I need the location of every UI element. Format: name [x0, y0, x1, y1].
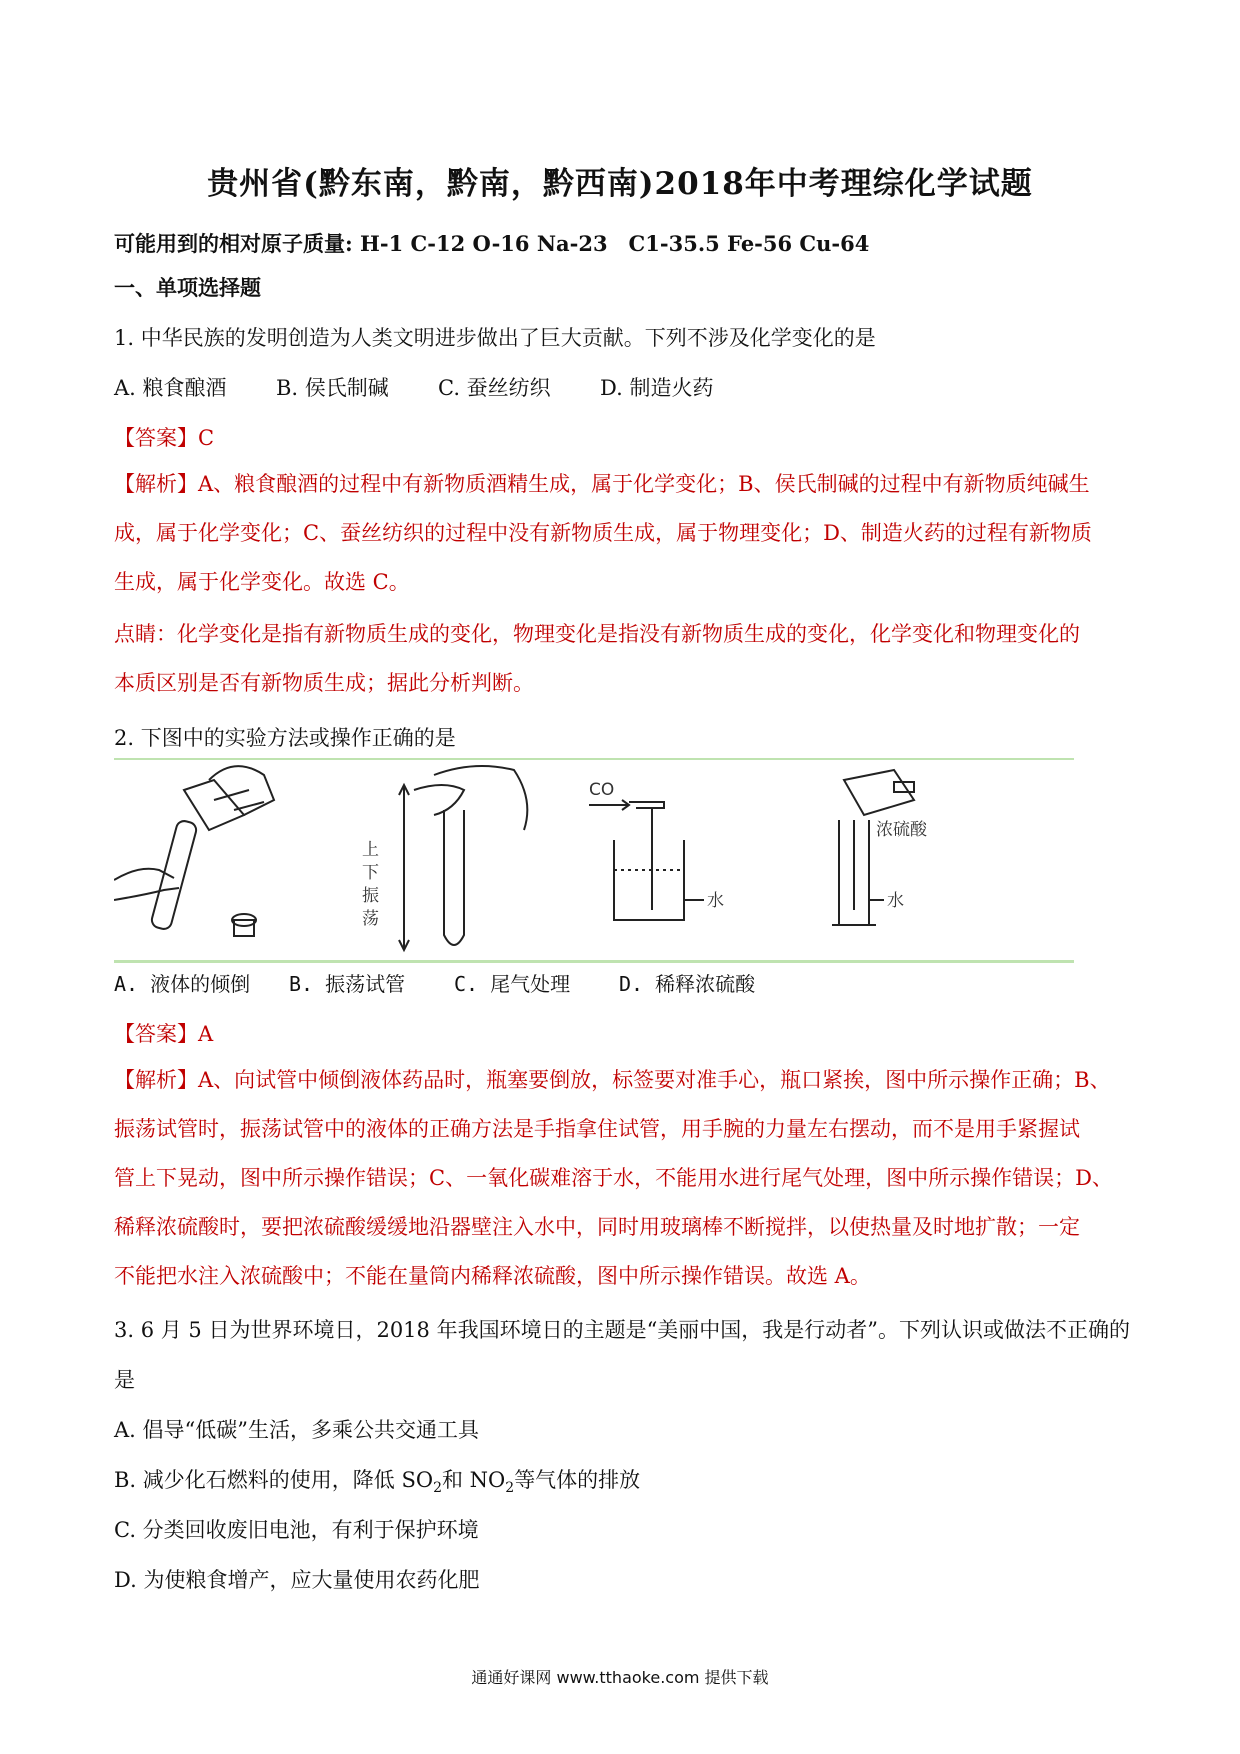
q3-stem-line-2: 是 — [114, 1368, 135, 1392]
q1-option-b: B. 侯氏制碱 — [276, 376, 389, 400]
q2-analysis-line-3: 管上下晃动，图中所示操作错误；C、一氧化碳难溶于水，不能用水进行尾气处理，图中所示操作错误；D、 — [114, 1166, 1113, 1190]
q1-analysis-line-3: 生成，属于化学变化。故选 C。 — [114, 570, 410, 594]
experiment-illustration — [114, 760, 1074, 960]
q1-tip — [114, 610, 1134, 708]
q2-option-a: A. 液体的倾倒 — [114, 972, 251, 996]
q1-analysis — [114, 460, 1134, 607]
water-label-c: 水 — [707, 891, 724, 911]
section-heading: 一、单项选择题 — [114, 275, 261, 300]
q1-option-c: C. 蚕丝纺织 — [438, 376, 551, 400]
acid-label: 浓硫酸 — [876, 820, 927, 840]
q1-stem: 1. 中华民族的发明创造为人类文明进步做出了巨大贡献。下列不涉及化学变化的是 — [114, 326, 876, 350]
q2-answer — [114, 1018, 213, 1048]
q1-answer-value: C — [198, 426, 215, 450]
q1-analysis-line-1: 【解析】A、粮食酿酒的过程中有新物质酒精生成，属于化学变化；B、侯氏制碱的过程中有新物质纯碱生 — [114, 472, 1090, 496]
q3-option-b-prefix: B. 减少化石燃料的使用，降低 SO — [114, 1468, 434, 1492]
q3-option-c: C. 分类回收废旧电池，有利于保护环境 — [114, 1518, 479, 1542]
q1-option-d: D. 制造火药 — [600, 376, 714, 400]
q3-option-a: A. 倡导“低碳”生活，多乘公共交通工具 — [114, 1418, 479, 1442]
co-label: CO — [589, 780, 615, 800]
pouring-liquid-illustration — [114, 766, 274, 936]
q1-answer-label: 【答案】 — [114, 426, 198, 450]
q3-stem-line-1: 3. 6 月 5 日为世界环境日，2018 年我国环境日的主题是“美丽中国，我是行动者”。下列认识或做法不正确的 — [114, 1318, 1131, 1342]
q1-option-a: A. 粮食酿酒 — [114, 376, 227, 400]
q2-answer-value: A — [198, 1022, 214, 1046]
q2-analysis-line-5: 不能把水注入浓硫酸中；不能在量筒内稀释浓硫酸，图中所示操作错误。故选 A。 — [114, 1264, 871, 1288]
q3-option-b — [114, 1464, 640, 1496]
q2-analysis — [114, 1056, 1134, 1301]
shake-label-char-3: 振 — [362, 886, 379, 906]
q2-option-c: C. 尾气处理 — [454, 972, 571, 996]
q2-stem: 2. 下图中的实验方法或操作正确的是 — [114, 726, 456, 750]
q1-analysis-line-2: 成，属于化学变化；C、蚕丝纺织的过程中没有新物质生成，属于物理变化；D、制造火药的过程有新物质 — [114, 521, 1092, 545]
page-title: 贵州省(黔东南，黔南，黔西南)2018年中考理综化学试题 — [207, 166, 1033, 202]
page-footer: 通通好课网 www.tthaoke.com 提供下载 — [471, 1668, 769, 1687]
q2-options — [114, 968, 755, 997]
q1-tip-line-2: 本质区别是否有新物质生成；据此分析判断。 — [114, 671, 534, 695]
q3-option-d: D. 为使粮食增产，应大量使用农药化肥 — [114, 1568, 480, 1592]
atomic-masses-line: 可能用到的相对原子质量: H-1 C-12 O-16 Na-23 C1-35.5 Fe-56 Cu-64 — [114, 231, 870, 256]
shake-label-char-1: 上 — [362, 840, 379, 860]
q2-option-d: D. 稀释浓硫酸 — [619, 972, 756, 996]
q2-answer-label: 【答案】 — [114, 1022, 198, 1046]
experiment-figure — [114, 758, 1074, 963]
q1-options — [114, 372, 713, 402]
tail-gas-illustration — [589, 800, 704, 920]
q1-tip-line-1: 点睛：化学变化是指有新物质生成的变化，物理变化是指没有新物质生成的变化，化学变化和物理变化的 — [114, 622, 1080, 646]
q3-option-b-suffix: 等气体的排放 — [514, 1468, 641, 1492]
q2-analysis-line-2: 振荡试管时，振荡试管中的液体的正确方法是手指拿住试管，用手腕的力量左右摆动，而不是用手紧握试 — [114, 1117, 1080, 1141]
q3-option-b-sub2: 2 — [505, 1480, 515, 1497]
shake-label-char-4: 荡 — [362, 909, 379, 929]
shaking-test-tube-illustration — [399, 766, 527, 950]
shake-label-char-2: 下 — [362, 863, 379, 883]
q2-analysis-line-4: 稀释浓硫酸时，要把浓硫酸缓缓地沿器壁注入水中，同时用玻璃棒不断搅拌，以使热量及时地扩散；一定 — [114, 1215, 1080, 1239]
q1-answer — [114, 422, 214, 452]
q3-option-b-mid: 和 NO — [441, 1468, 506, 1492]
water-label-d: 水 — [887, 891, 904, 911]
q2-analysis-line-1: 【解析】A、向试管中倾倒液体药品时，瓶塞要倒放，标签要对准手心，瓶口紧挨，图中所示操作正确；B、 — [114, 1068, 1111, 1092]
q2-option-b: B. 振荡试管 — [289, 972, 406, 996]
q3-option-b-sub1: 2 — [433, 1480, 442, 1497]
